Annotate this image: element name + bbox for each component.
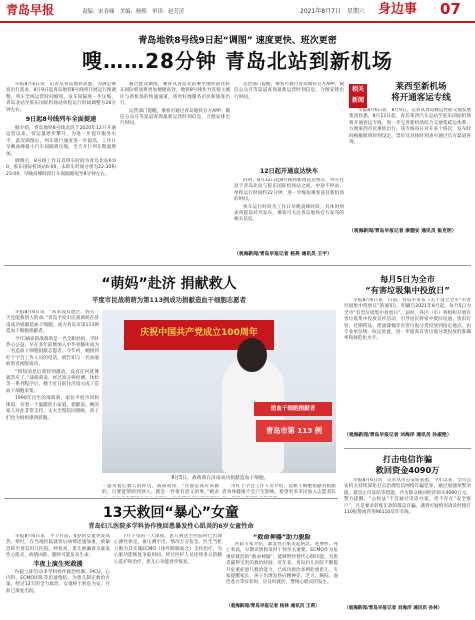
bottom-sub1-body: 7月下旬的一天深夜，患儿被送至医院时已出现心源性休克，血压测不出，情况万分危急。医生当机立断为其实施ECMO（体外膜肺氧合）支持治疗，为心脏功能恢复争取时间。经过医护人员连续多日的精心监护和治疗，患儿心功能逐步恢复。 xyxy=(114,534,222,565)
lead-box-paragraph: 同时，8月12日起8号线将新增直达快车，列车往返于青岛北站与胶东国际机场站之间，中途不停站，单程运行时间约22分钟，进一步缩短乘客前往新机场的时间。 xyxy=(234,178,344,203)
feature-paragraph: 市红十字会工作人员介绍，造血干细胞捐献对捐献者身体健康不会产生影响。希望更多市民加入志愿者队 xyxy=(222,484,336,496)
bottom-paragraph: 医院立即启动多学科协作救治机制，PICU、心内科、ECMO团队等迅速集结，为患儿制定救治方案。经过13天的全力救治，女童终于转危为安，目前已康复出院。 xyxy=(6,569,110,594)
side-tag xyxy=(349,84,367,108)
page-number: 07 xyxy=(440,0,461,18)
bottom-sub2-body: 医院专家介绍，暴发性心肌炎起病急、进展快、死亡率高，早期识别和及时干预至关重要。ECMO作为危重症救治的“救命神器”，能够暂时替代心肺功能，为患者赢得宝贵的救治时间。近年来，青岛妇儿医院不断提升危重症患儿救治能力，已成功救治多例危重患儿。专家提醒家长，孩子出现发热后精神差、乏力、胸闷、面色苍白等症状时，应及时就医，警惕心肌炎的发生。 xyxy=(226,542,338,586)
feature-paragraph: “得知消息后我特别激动，没有任何犹豫就答应了。”战萌萌说，经过高分辨检测、体检等一系列程序后，她于近日前往济南完成了造血干细胞采集。 xyxy=(6,369,99,394)
bottom-subhead: 青岛妇儿医院多学科协作挽回患暴发性心肌炎的6岁女童性命 xyxy=(88,523,254,530)
lead-paragraph: 调图后，8号线工作日首班车时间为青岛北站6:00、胶东国际机场站6:00，末班车时间分别为22:30和23:00，早晚高峰时段行车间隔缩短至8分钟左右。 xyxy=(6,159,116,177)
feature-credit xyxy=(222,474,223,475)
masthead-rule xyxy=(0,21,475,23)
feature-photo xyxy=(102,310,336,473)
feature-col-4 xyxy=(222,484,336,497)
right-story2-credit: （观海新闻/青岛早报记者 刘海洋 通讯员 孙林） xyxy=(344,606,443,611)
lead-credit: （观海新闻/青岛早报记者 杨亮 通讯员 王宇） xyxy=(234,252,332,257)
lead-col-1 xyxy=(6,82,116,262)
feature-col-1 xyxy=(6,310,99,496)
right-divider xyxy=(344,448,471,449)
bottom-col-3 xyxy=(226,534,338,618)
feature-paragraph: 早报8月6日讯 “从来没有想过，我有一天也能救别人的命。”青岛平度市民战萌萌在济南成功捐献造血干细胞，成为青岛市第113例造血干细胞捐献者。 xyxy=(6,310,99,335)
side-tag-line-2: 新闻 xyxy=(351,97,364,104)
bottom-col-1 xyxy=(6,534,110,618)
bottom-sub2: “救命神器”助力脱险 xyxy=(253,534,311,541)
section-tag: 身边事 xyxy=(378,2,418,17)
right-story1-body: 早报8月6日讯 日前，青岛市发布《关于设立全市“有害垃圾集中投放日”的通知》，明确自2021年8月起，每月5日为全市“有害垃圾集中投放日”。届时，各区（市）将组织开展有害垃圾集中投放宣传活动，引导居民将家中废旧电池、废旧灯管、过期药品、废油漆桶等有害垃圾分类投放到指定地点，由专业单位统一收运处置，进一步提高有害垃圾分类投放的准确率和规范化水平。 xyxy=(344,298,471,342)
lead-paragraph: 早报8月6日讯 记者从青岛地铁获悉，为满足乘客出行需求，8月9日起青岛地铁8号线将开展运行图调整，列车全线运营时间缩短，发车间隔进一步压缩，青岛北站至胶东国际机场站单程运行时间调整为28分钟左右。 xyxy=(6,82,116,113)
side-body: 早报8月6日讯 8月9日，记者从青岛城运控股交通发展集团获悉，8月12日起，青岛莱西汽车总站至胶东国际机场将开通客运专线，进一步完善新机场综合交通集疏运体系，方便莱西市民乘机出行。该专线每日对开多个班次，发车时间根据航班时刻设定，票价及具体时刻表可通过官方渠道查询。 xyxy=(349,108,471,146)
feature-mid-body: 一提及爱心救人的经历，战萌萌说：“这都是我应该做的，只要能帮助到别人，就是一件很有意义的事。”她表 xyxy=(102,484,219,496)
bottom-divider xyxy=(4,498,338,499)
lead-box-paragraph: 快车运行时段为工作日早晚高峰时段，具体时刻表将提前对外发布，乘客可关注青岛地铁官方发布的相关信息。 xyxy=(234,204,344,223)
lead-col-2 xyxy=(120,82,230,262)
masthead-logo: 青岛早报 xyxy=(6,3,55,17)
feature-subhead: 平度市民战萌萌为第113例成功捐献造血干细胞志愿者 xyxy=(92,296,246,304)
lead-headline: 嗖……28分钟 青岛北站到新机场 xyxy=(82,49,393,73)
side-headline: 莱西至新机场 将开通客运专线 xyxy=(391,82,451,103)
side-credit: （观海新闻/青岛早报记者 康德安 通讯员 崔克明） xyxy=(349,229,457,234)
photo-caption: 8月5日，战萌萌在济南成功捐献造血干细胞。 xyxy=(171,476,269,481)
section-divider xyxy=(4,265,471,266)
right-story1-credit: （观海新闻/青岛早报记者 刘海洋 通讯员 孙淑艳） xyxy=(344,433,452,438)
lead-box-body xyxy=(234,178,344,250)
bottom-col-2 xyxy=(114,534,222,618)
photo-sign-text: 青岛市第 113 例 xyxy=(266,426,322,435)
lead-kicker: 青岛地铁8号线9日起“调图” 速度更快、班次更密 xyxy=(138,36,337,46)
photo-card xyxy=(254,402,332,416)
feature-headline: “萌妈”赴济 捐献救人 xyxy=(101,276,237,292)
bottom-headline: 13天救回“暴心”女童 xyxy=(103,505,239,521)
bottom-sub1: 半夜上演生死救援 xyxy=(33,560,83,568)
lead-col-3 xyxy=(234,82,344,162)
bottom-credit: （观海新闻/青岛早报记者 杨林 通讯员 王莉） xyxy=(226,604,320,609)
lead-paragraph: 据介绍，青岛地铁8号线北段于2020年12月开通运营以来，客运量逐步攀升，为进一步提升服务水平，此次调图后，列车旅行速度进一步提高，工作日早晚高峰最小行车间隔将压缩，全天开行列车数量增加。 xyxy=(6,126,116,157)
photo-card-text: 造血干细胞捐献者 xyxy=(270,406,316,412)
lead-subhead: 9日起8号线列车全面提速 xyxy=(25,116,97,124)
photo-sign xyxy=(256,420,332,442)
lead-box-title: 12日起开通直达快车 xyxy=(259,168,319,175)
right-story1-headline: 每月5日为全市 “有害垃圾集中投放日” xyxy=(365,274,450,295)
feature-paragraph: 1990年出生的战萌萌，家住平度市同和街道，有着一个温暖的小家庭。捐献前，她的家人对此非常支持，丈夫全程陪同照顾，孩子们也为妈妈感到骄傲。 xyxy=(6,396,99,421)
masthead-meta: 责编：宋春娣 美编：杨熙 审读：赵芳沂 xyxy=(82,9,185,15)
right-story2-headline: 打击电信诈骗 救回资金4090万 xyxy=(375,454,440,475)
lead-paragraph: 运营部门提醒，乘客可通过青岛地铁官方APP、微信公众号等渠道查询最新运营时刻信息，合理安排出行时间。 xyxy=(120,108,230,127)
side-tag-line-1: 相关 xyxy=(351,86,364,93)
feature-paragraph: 今年36岁的战萌萌是一名全职妈妈，平时热心公益，早在多年前便加入中华骨髓库成为一名造血干细胞捐献志愿者。今年初，她接到红十字会工作人员的电话，被告知与一名血液病患者初配成功。 xyxy=(6,336,99,368)
lead-paragraph: 运营部门提醒，乘客可通过青岛地铁官方APP、微信公众号等渠道查询最新运营时刻信息，合理安排出行时间。 xyxy=(234,82,344,100)
masthead-date: 2021年8月7日 星期六 xyxy=(300,8,365,15)
photo-banner-text: 庆祝中国共产党成立100周年 xyxy=(140,328,258,338)
photo-person-head xyxy=(237,338,267,372)
masthead xyxy=(0,0,475,22)
lead-paragraph: 通过此次调图，乘客从青岛北站乘坐地铁前往胶东国际机场将更加便捷高效，地铁8号线作为连接主城区与新机场的快速通道，将更好地服务市民和旅客出行。 xyxy=(120,82,230,107)
right-story2-body: 早报8月6日讯 记者从市公安局获悉，今年以来，全市公安机关持续深化打击治理电信网络诈骗犯罪，通过加强预警劝阻、紧急止付冻结等措施，共为群众挽回经济损失4090万元。警方提醒，“公检法”不会通过电话办案，更不存在“安全账户”，凡是要求转账汇款的都是诈骗，遇到可疑情况请及时拨打110报警或咨询96110反诈专线。 xyxy=(344,478,471,516)
bottom-paragraph: 早报8月6日讯 半个月前，6岁的女童突发高热、呕吐，在当地医院就诊后病情迅速加重，被紧急转至青岛妇儿医院。经检查，患儿被确诊为暴发性心肌炎，病情凶险，随时可能危及生命。 xyxy=(6,534,110,559)
